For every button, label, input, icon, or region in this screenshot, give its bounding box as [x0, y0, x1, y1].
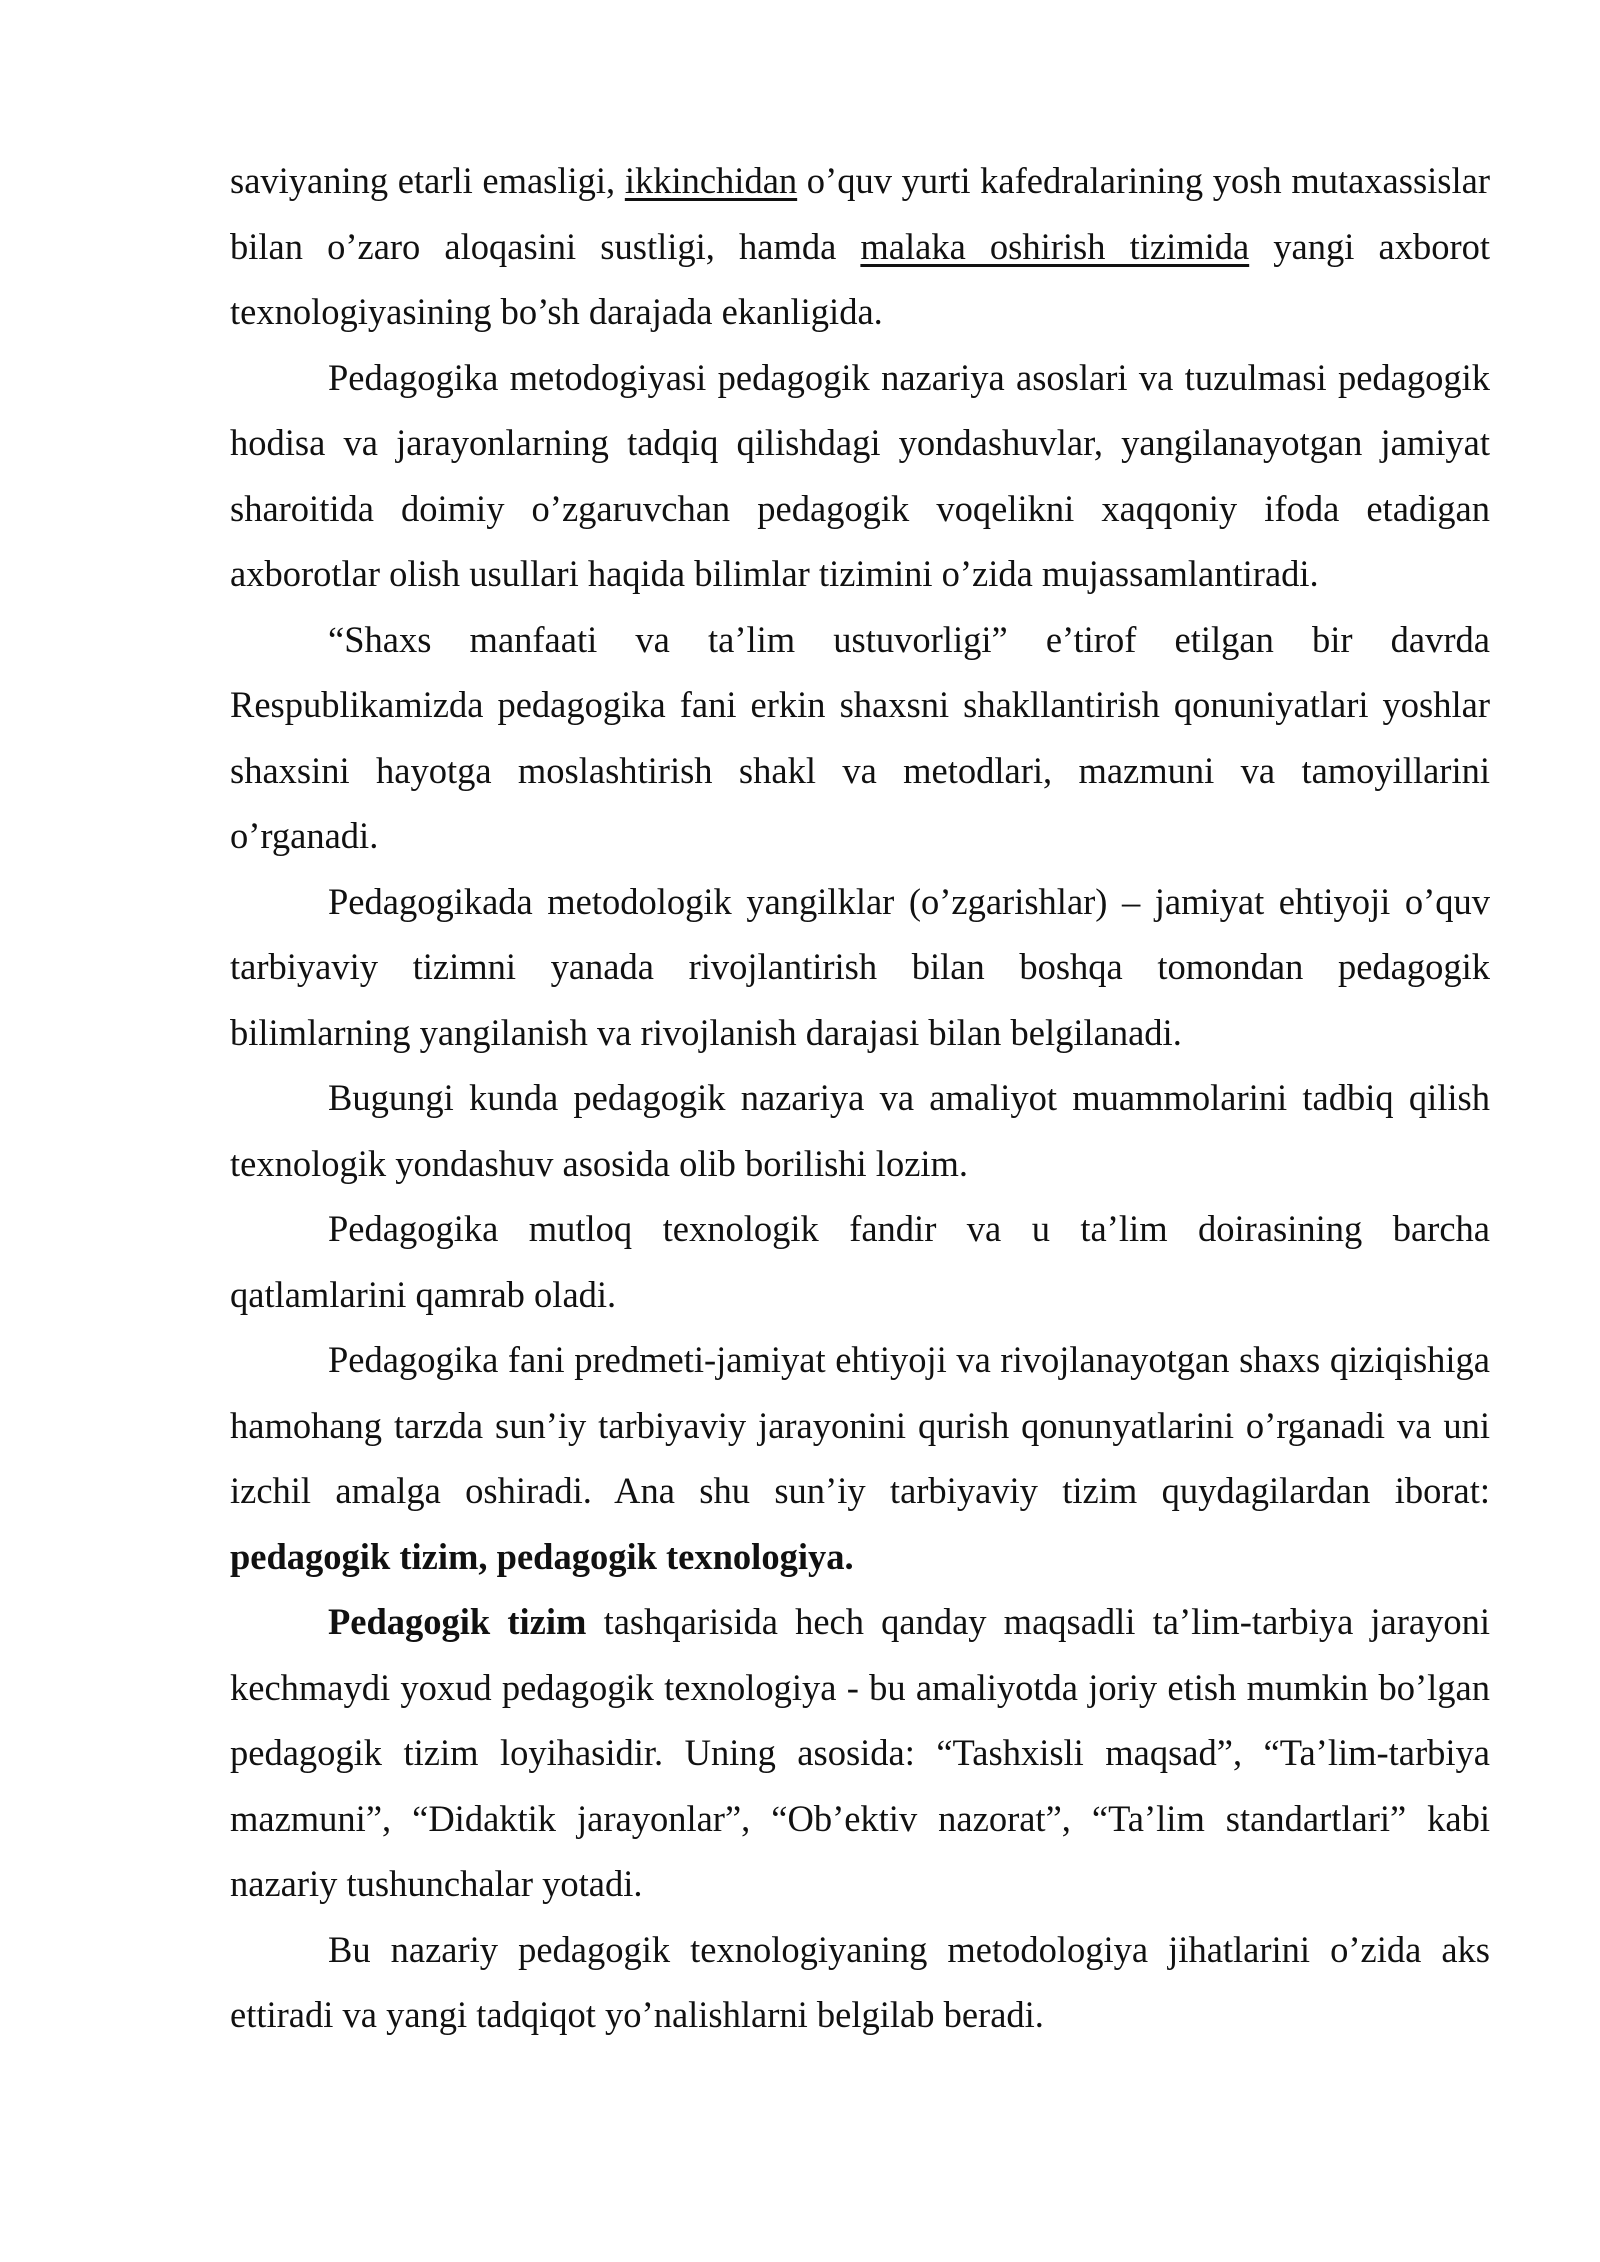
paragraph-conclusion: Bu nazariy pedagogik texnologiyaning metodologiya jihatlarini o’zida aks ettiradi va yangi tadqiqot yo’nalishlarni belgilab beradi. [230, 1928, 1490, 2035]
paragraph-pedagogik-tizim [230, 1589, 1490, 1917]
bold-term-pedagogik-tizim: Pedagogik tizim [328, 1601, 587, 1642]
text-run: o’quv yurti kafedralarining yosh mutaxassislar bilan o’zaro aloqasini sustligi, hamda [230, 160, 1490, 267]
text-run: Pedagogika fani predmeti-jamiyat ehtiyoji va rivojlanayotgan shaxs qiziqishiga hamohang tarzda sun’iy tarbiyaviy jarayonini qurish qonunyatlarini o’rganadi va uni izchil amalga oshiradi. Ana shu sun’iy tarbiyaviy tizim quydagilardan iborat: [230, 1339, 1490, 1511]
paragraph-methodology: Pedagogika metodogiyasi pedagogik nazariya asoslari va tuzulmasi pedagogik hodisa va jarayonlarning tadqiq qilishdagi yondashuvlar, yangilanayotgan jamiyat sharoitida doimiy o’zgaruvchan pedagogik voqelikni xaqqoniy ifoda etadigan axborotlar olish usullari haqida bilimlar tizimini o’zida mujassamlantiradi. [230, 356, 1490, 594]
text-run: yangi axborot texnologiyasining bo’sh darajada ekanligida. [230, 225, 1490, 332]
underlined-term-malaka: malaka oshirish tizimida [860, 225, 1250, 267]
paragraph-pedagogika-fani [230, 1327, 1490, 1589]
paragraph-bugungi-kunda: Bugungi kunda pedagogik nazariya va amaliyot muammolarini tadbiq qilish texnologik yondashuv asosida olib borilishi lozim. [230, 1077, 1490, 1184]
underlined-term-ikkinchidan: ikkinchidan [624, 160, 798, 201]
text-run: tashqarisida hech qanday maqsadli ta’lim-tarbiya jarayoni kechmaydi yoxud pedagogik texnologiya - bu amaliyotda joriy etish mumkin bo’lgan pedagogik tizim loyihasidir. Uning asosida: “Tashxisli maqsad”, “Ta’lim-tarbiya mazmuni”, “Didaktik jarayonlar”, “Ob’ektiv nazorat”, “Ta’lim standartlari” kabi nazariy tushunchalar yotadi. [230, 1601, 1491, 1904]
bold-terms: pedagogik tizim, pedagogik texnologiya. [230, 1535, 854, 1577]
paragraph-pedagogika-mutloq: Pedagogika mutloq texnologik fandir va u ta’lim doirasining barcha qatlamlarini qamrab oladi. [230, 1208, 1490, 1315]
paragraph-continuation [230, 148, 1490, 345]
text-run: saviyaning etarli emasligi, [230, 160, 625, 201]
paragraph-methodological-innovations: Pedagogikada metodologik yangilklar (o’zgarishlar) – jamiyat ehtiyoji o’quv tarbiyaviy tizimni yanada rivojlantirish bilan boshqa tomondan pedagogik bilimlarning yangilanish va rivojlanish darajasi bilan belgilanadi. [230, 880, 1490, 1053]
document-page [230, 148, 1490, 2048]
paragraph-shaxs-manfaati: “Shaxs manfaati va ta’lim ustuvorligi” e’tirof etilgan bir davrda Respublikamizda pedagogika fani erkin shaxsni shakllantirish qonuniyatlari yoshlar shaxsini hayotga moslashtirish shakl va metodlari, mazmuni va tamoyillarini o’rganadi. [230, 618, 1490, 856]
